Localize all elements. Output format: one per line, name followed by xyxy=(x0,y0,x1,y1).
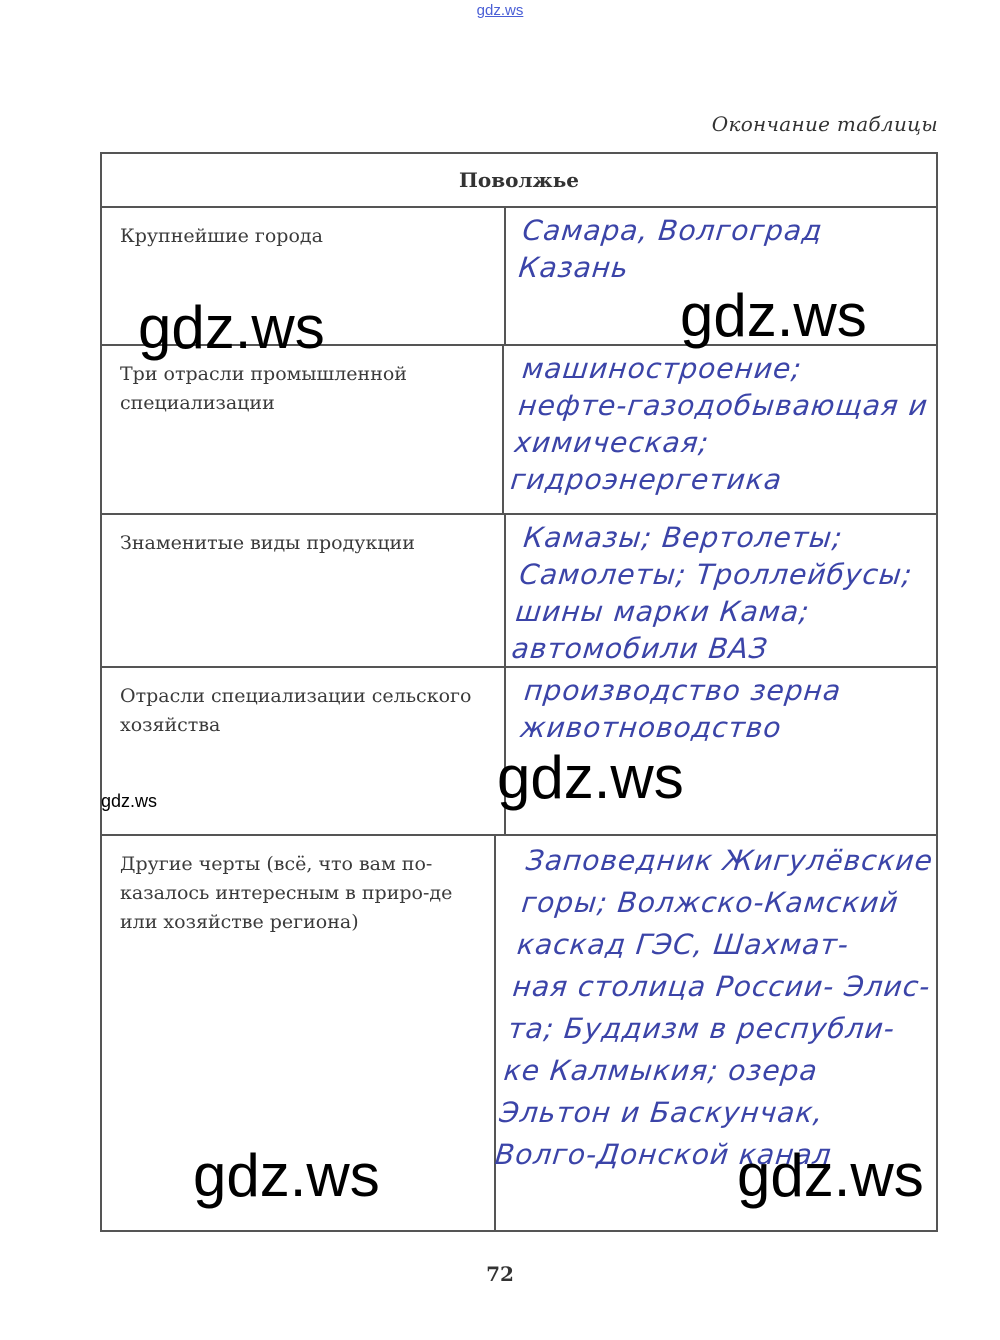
answer-line: горы; Волжско-Камский xyxy=(520,886,901,919)
watermark-small: gdz.ws xyxy=(101,791,158,811)
answer-line: машиностроение; xyxy=(521,352,805,385)
answer-line: та; Буддизм в республи- xyxy=(507,1012,898,1045)
answer-line: ная столица России- Элис- xyxy=(511,970,933,1003)
watermark: gdz.ws xyxy=(193,1142,380,1209)
table-continuation-label: Окончание таблицы xyxy=(711,112,938,136)
answer-line: автомобили ВАЗ xyxy=(510,632,770,665)
watermark: gdz.ws xyxy=(138,294,325,361)
row-label-agriculture: Отрасли специализации сельского хозяйства xyxy=(102,668,506,834)
answer-line: Эльтон и Баскунчак, xyxy=(498,1096,826,1129)
watermark: gdz.ws xyxy=(497,744,684,811)
answer-line: Волго-Донской канал xyxy=(493,1138,834,1171)
answer-line: шины марки Кама; xyxy=(514,595,812,628)
table-header: Поволжье xyxy=(102,154,936,208)
row-label-industry: Три отрасли промышленной специализации xyxy=(102,346,504,513)
top-site-link[interactable]: gdz.ws xyxy=(476,2,524,19)
answer-line: Самара, Волгоград xyxy=(521,214,825,247)
table-row xyxy=(102,515,936,668)
row-label-products: Знаменитые виды продукции xyxy=(102,515,506,666)
table-row xyxy=(102,346,936,515)
row-label-largest-cities: Крупнейшие города xyxy=(102,208,506,344)
answer-line: каскад ГЭС, Шахмат- xyxy=(515,928,852,961)
answer-line: Самолеты; Троллейбусы; xyxy=(517,558,915,591)
answer-line: Казань xyxy=(517,251,631,284)
answer-line: химическая; xyxy=(513,426,712,459)
answer-line: ке Калмыкия; озера xyxy=(502,1054,820,1087)
answer-line: Заповедник Жигулёвские xyxy=(524,844,936,877)
answer-line: гидроэнергетика xyxy=(509,463,785,496)
handwritten-answer-industry xyxy=(496,346,945,513)
page-number: 72 xyxy=(486,1262,514,1286)
answer-line: Камазы; Вертолеты; xyxy=(521,521,845,554)
answer-line: производство зерна xyxy=(522,674,843,707)
watermark: gdz.ws xyxy=(737,1142,924,1209)
watermark: gdz.ws xyxy=(680,282,867,349)
handwritten-answer-products xyxy=(498,515,944,666)
answer-line: животноводство xyxy=(518,711,784,744)
row-label-other-features: Другие черты (всё, что вам по-казалось интересным в приро-де или хозяйстве региона) xyxy=(102,836,496,1230)
answer-line: нефте-газодобывающая и xyxy=(517,389,931,422)
